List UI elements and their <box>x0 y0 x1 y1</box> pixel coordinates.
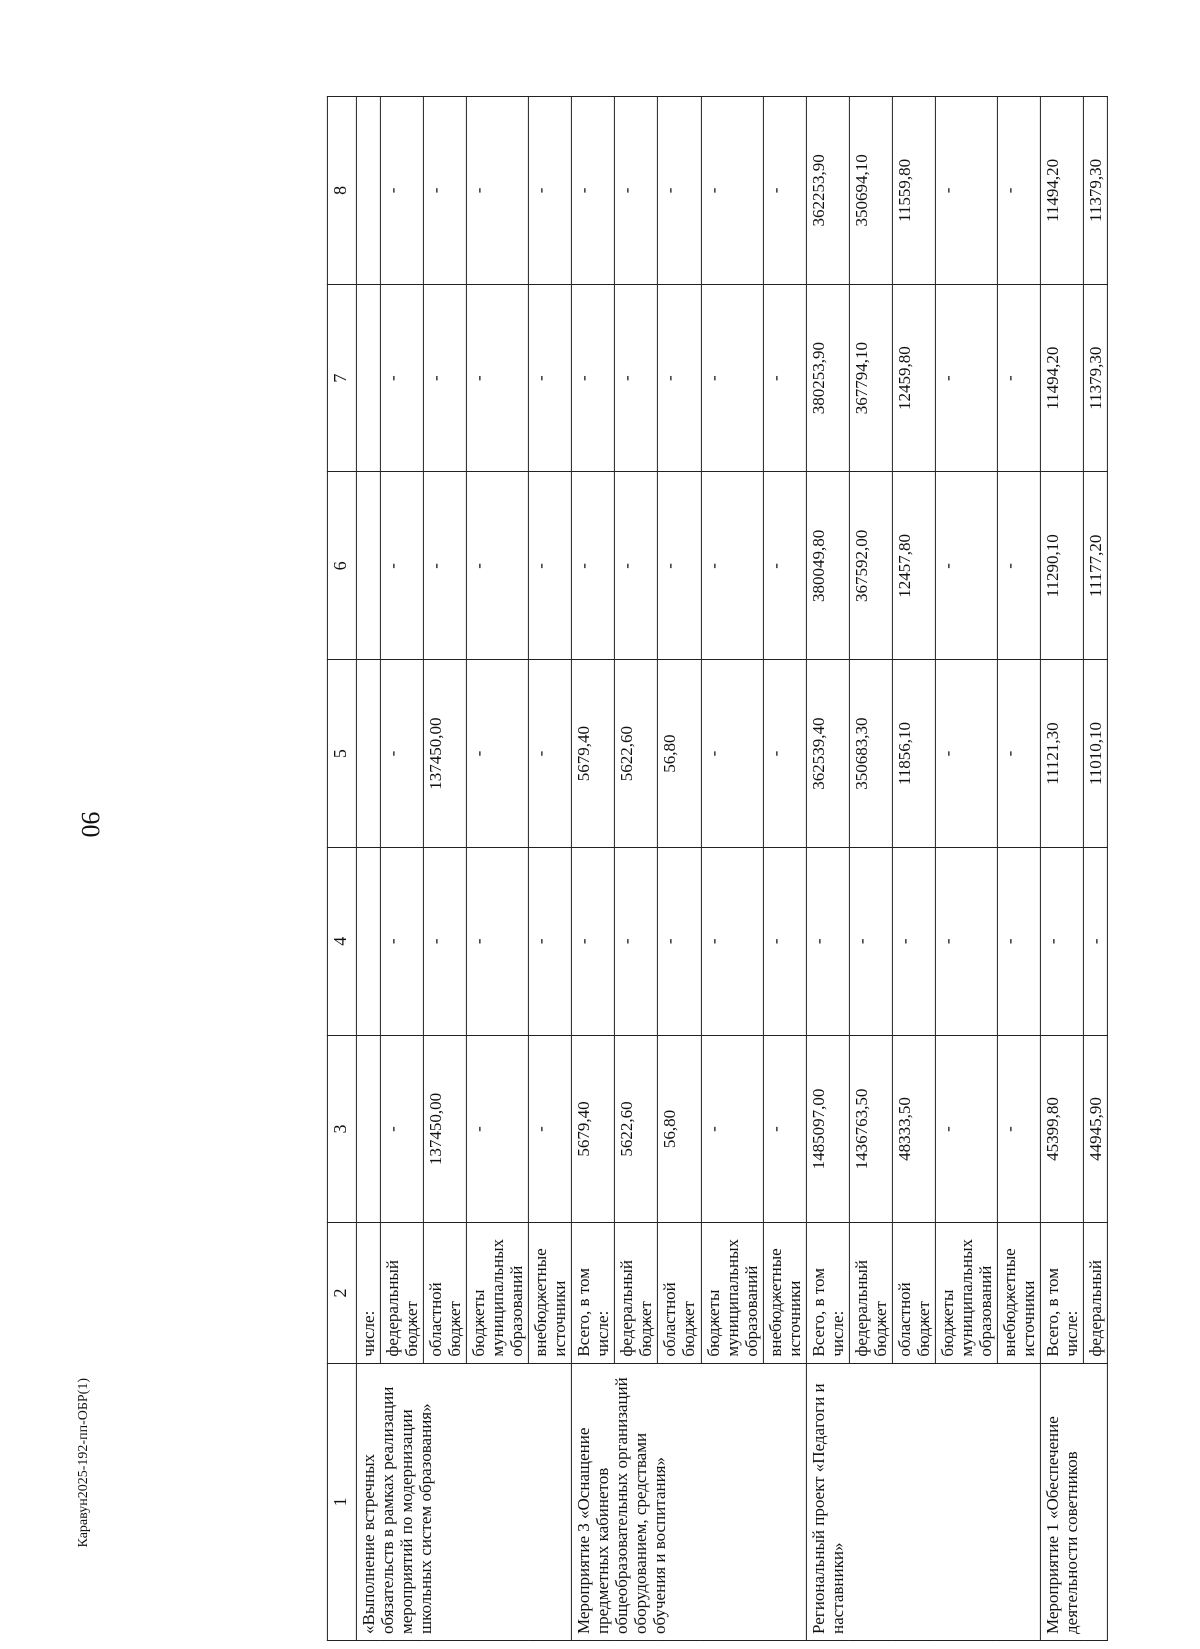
amount-cell: - <box>424 472 467 660</box>
funding-source-cell: областной бюджет <box>892 1223 935 1363</box>
amount-cell: - <box>529 472 572 660</box>
amount-cell: - <box>615 472 658 660</box>
amount-cell: - <box>467 1035 529 1223</box>
table-row <box>356 97 380 1641</box>
amount-cell: 367592,00 <box>849 472 892 660</box>
amount-cell: 11290,10 <box>1040 472 1083 660</box>
amount-cell: - <box>763 97 806 285</box>
amount-cell: - <box>935 660 997 848</box>
measure-name-cell: Мероприятие 3 «Оснащение предметных кабинетов общеобразовательных организаций оборудованием, средствами обучения и воспитания» <box>572 1363 806 1640</box>
amount-cell: 350683,30 <box>849 660 892 848</box>
amount-cell: - <box>572 847 615 1035</box>
amount-cell: 11379,30 <box>1083 97 1107 285</box>
amount-cell: - <box>892 847 935 1035</box>
column-header: 2 <box>327 1223 356 1363</box>
funding-source-cell: Всего, в том числе: <box>572 1223 615 1363</box>
amount-cell: - <box>658 97 701 285</box>
amount-cell: - <box>615 97 658 285</box>
amount-cell: - <box>572 97 615 285</box>
funding-source-cell: бюджеты муниципальных образований <box>467 1223 529 1363</box>
amount-cell: - <box>701 97 763 285</box>
amount-cell: 11494,20 <box>1040 97 1083 285</box>
page-number: 90 <box>76 811 105 838</box>
amount-cell: - <box>701 660 763 848</box>
amount-cell: - <box>997 284 1040 472</box>
funding-source-cell: внебюджетные источники <box>763 1223 806 1363</box>
amount-cell: 362539,40 <box>806 660 849 848</box>
amount-cell: - <box>615 284 658 472</box>
amount-cell: 362253,90 <box>806 97 849 285</box>
amount-cell: - <box>763 472 806 660</box>
amount-cell: - <box>1083 847 1107 1035</box>
amount-cell: - <box>935 284 997 472</box>
amount-cell: 137450,00 <box>424 1035 467 1223</box>
amount-cell: - <box>424 284 467 472</box>
funding-source-cell: Всего, в том числе: <box>1040 1223 1083 1363</box>
funding-source-cell: федеральный бюджет <box>849 1223 892 1363</box>
amount-cell: 48333,50 <box>892 1035 935 1223</box>
column-header: 8 <box>327 97 356 285</box>
amount-cell: - <box>380 97 423 285</box>
funding-source-cell: бюджеты муниципальных образований <box>701 1223 763 1363</box>
amount-cell: 56,80 <box>658 660 701 848</box>
amount-cell: - <box>658 284 701 472</box>
amount-cell <box>356 472 380 660</box>
funding-source-cell: бюджеты муниципальных образований <box>935 1223 997 1363</box>
amount-cell: 11379,30 <box>1083 284 1107 472</box>
amount-cell: 380049,80 <box>806 472 849 660</box>
amount-cell: - <box>467 847 529 1035</box>
amount-cell: - <box>529 97 572 285</box>
amount-cell: - <box>997 660 1040 848</box>
column-header: 1 <box>327 1363 356 1640</box>
table-row <box>1040 97 1083 1641</box>
measure-name-cell: Региональный проект «Педагоги и наставники» <box>806 1363 1040 1640</box>
amount-cell: - <box>806 847 849 1035</box>
amount-cell: - <box>701 472 763 660</box>
funding-source-cell: Всего, в том числе: <box>806 1223 849 1363</box>
amount-cell: - <box>701 1035 763 1223</box>
amount-cell: - <box>658 472 701 660</box>
amount-cell: - <box>572 472 615 660</box>
amount-cell <box>356 284 380 472</box>
column-header: 5 <box>327 660 356 848</box>
column-header: 6 <box>327 472 356 660</box>
amount-cell: 12459,80 <box>892 284 935 472</box>
amount-cell: - <box>997 472 1040 660</box>
amount-cell: 380253,90 <box>806 284 849 472</box>
amount-cell: 5622,60 <box>615 660 658 848</box>
amount-cell: - <box>380 1035 423 1223</box>
funding-source-cell: федеральный <box>1083 1223 1107 1363</box>
amount-cell: - <box>424 97 467 285</box>
amount-cell: - <box>997 97 1040 285</box>
amount-cell: - <box>763 660 806 848</box>
amount-cell: - <box>380 847 423 1035</box>
amount-cell: 11494,20 <box>1040 284 1083 472</box>
column-header: 4 <box>327 847 356 1035</box>
amount-cell: - <box>763 1035 806 1223</box>
funding-source-cell: областной бюджет <box>658 1223 701 1363</box>
header-row <box>327 97 356 1641</box>
amount-cell: 45399,80 <box>1040 1035 1083 1223</box>
amount-cell: - <box>529 660 572 848</box>
amount-cell: - <box>615 847 658 1035</box>
amount-cell: - <box>763 284 806 472</box>
funding-source-cell: областной бюджет <box>424 1223 467 1363</box>
budget-table <box>327 96 1108 1641</box>
table-row <box>572 97 615 1641</box>
amount-cell: - <box>849 847 892 1035</box>
amount-cell: - <box>935 97 997 285</box>
amount-cell: - <box>529 847 572 1035</box>
amount-cell: 1485097,00 <box>806 1035 849 1223</box>
amount-cell: 1436763,50 <box>849 1035 892 1223</box>
amount-cell: 11010,10 <box>1083 660 1107 848</box>
amount-cell: - <box>997 847 1040 1035</box>
amount-cell: 11177,20 <box>1083 472 1107 660</box>
amount-cell: - <box>701 847 763 1035</box>
amount-cell: 11559,80 <box>892 97 935 285</box>
amount-cell: 44945,90 <box>1083 1035 1107 1223</box>
amount-cell: - <box>529 284 572 472</box>
amount-cell <box>356 660 380 848</box>
amount-cell: 5679,40 <box>572 660 615 848</box>
amount-cell: - <box>935 472 997 660</box>
amount-cell <box>356 97 380 285</box>
amount-cell: 11121,30 <box>1040 660 1083 848</box>
document-footer: Каравун2025-192-пп-ОБР(1) <box>76 1378 91 1548</box>
amount-cell: - <box>380 660 423 848</box>
amount-cell: 367794,10 <box>849 284 892 472</box>
amount-cell: 5679,40 <box>572 1035 615 1223</box>
amount-cell: 350694,10 <box>849 97 892 285</box>
amount-cell: - <box>997 1035 1040 1223</box>
amount-cell: - <box>763 847 806 1035</box>
table-row <box>806 97 849 1641</box>
amount-cell: - <box>935 847 997 1035</box>
funding-source-cell: федеральный бюджет <box>615 1223 658 1363</box>
amount-cell: - <box>701 284 763 472</box>
measure-name-cell: «Выполнение встречных обязательств в рамках реализации мероприятий по модернизации школьных систем образования» <box>356 1363 571 1640</box>
funding-source-cell: федеральный бюджет <box>380 1223 423 1363</box>
amount-cell: - <box>1040 847 1083 1035</box>
funding-source-cell: внебюджетные источники <box>529 1223 572 1363</box>
amount-cell: 11856,10 <box>892 660 935 848</box>
amount-cell: 56,80 <box>658 1035 701 1223</box>
funding-source-cell: числе: <box>356 1223 380 1363</box>
measure-name-cell: Мероприятие 1 «Обеспечение деятельности советников <box>1040 1363 1107 1640</box>
amount-cell: - <box>424 847 467 1035</box>
amount-cell: - <box>467 472 529 660</box>
funding-source-cell: внебюджетные источники <box>997 1223 1040 1363</box>
amount-cell <box>356 1035 380 1223</box>
amount-cell: 5622,60 <box>615 1035 658 1223</box>
amount-cell: - <box>572 284 615 472</box>
amount-cell: 12457,80 <box>892 472 935 660</box>
column-header: 3 <box>327 1035 356 1223</box>
amount-cell: 137450,00 <box>424 660 467 848</box>
column-header: 7 <box>327 284 356 472</box>
amount-cell: - <box>658 847 701 1035</box>
amount-cell: - <box>467 97 529 285</box>
amount-cell: - <box>380 284 423 472</box>
amount-cell: - <box>529 1035 572 1223</box>
amount-cell: - <box>467 660 529 848</box>
amount-cell: - <box>935 1035 997 1223</box>
amount-cell: - <box>380 472 423 660</box>
amount-cell <box>356 847 380 1035</box>
amount-cell: - <box>467 284 529 472</box>
